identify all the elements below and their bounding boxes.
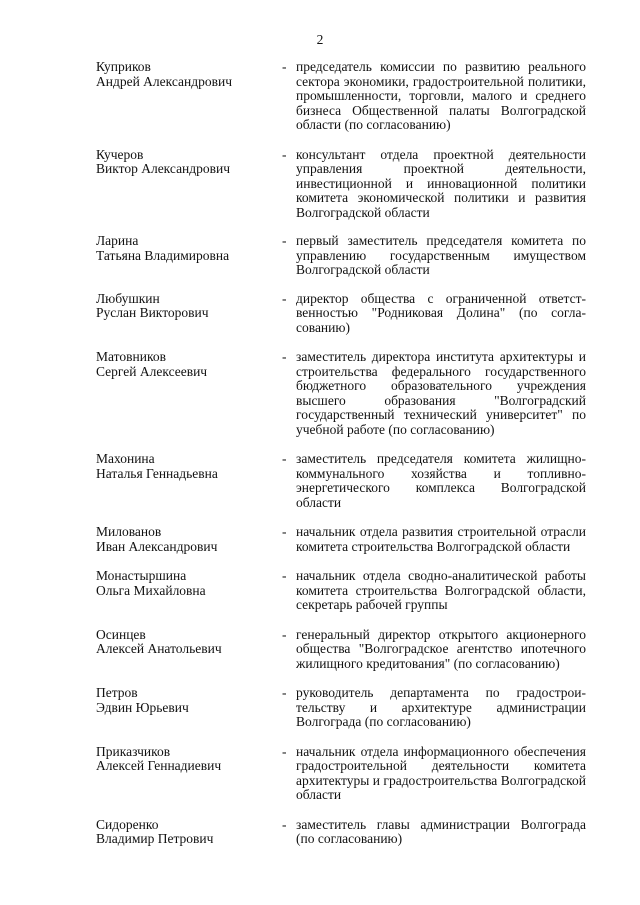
member-surname: Милованов	[96, 524, 162, 539]
member-role: заместитель главы администрации Волгограда (по согласованию)	[296, 816, 586, 846]
member-role: заместитель председателя комитета жилищно-коммунального хозяйства и топливно-энергетического комплекса Волгоградской области	[296, 451, 586, 510]
member-given-names: Руслан Викторович	[96, 305, 209, 320]
member-surname: Петров	[96, 685, 138, 700]
member-surname: Любушкин	[96, 290, 160, 306]
member-name	[96, 60, 282, 89]
page-number: 2	[316, 32, 324, 47]
member-role: директор общества с ограниченной ответственностью "Родниковая Долина" (по согласованию)	[296, 290, 586, 335]
member-surname: Куприков	[96, 59, 151, 74]
member-surname: Монастыршина	[96, 568, 187, 583]
separator-dash: -	[282, 233, 287, 248]
member-given-names: Сергей Алексеевич	[96, 363, 208, 379]
member-name	[96, 628, 282, 657]
member-entry	[96, 350, 586, 437]
member-role: руководитель департамента по градостроительству и архитектуре администрации Волгограда (по согласованию)	[296, 685, 586, 729]
separator-dash: -	[282, 290, 287, 306]
member-entry	[96, 628, 586, 672]
member-given-names: Владимир Петрович	[96, 831, 214, 846]
member-name	[96, 292, 282, 321]
member-name	[96, 745, 282, 774]
separator-dash: -	[282, 524, 287, 539]
member-role: консультант отдела проектной деятельности управления проектной деятельности, инвестиционной и инновационной политики комитета экономической политики и развития Волгоградской области	[296, 146, 586, 220]
member-role: председатель комиссии по развитию реального сектора экономики, градостроительной политики, промышленности, торговли, малого и среднего бизнеса Общественной палаты Волгоградской области (по согласованию)	[296, 59, 586, 132]
member-entry	[96, 292, 586, 336]
member-surname: Махонина	[96, 451, 155, 466]
member-name	[96, 569, 282, 598]
member-given-names: Алексей Геннадиевич	[96, 758, 222, 773]
separator-dash: -	[282, 816, 287, 832]
member-role: заместитель директора института архитектуры и строительства федерального государственного бюджетного образовательного учреждения высшего образования "Волгоградский государственный технический университет" по учебной работе (по согласованию)	[296, 349, 586, 437]
separator-dash: -	[282, 568, 287, 583]
member-given-names: Иван Александрович	[96, 538, 218, 554]
member-given-names: Андрей Александрович	[96, 73, 233, 89]
member-surname: Ларина	[96, 233, 139, 248]
member-surname: Сидоренко	[96, 816, 159, 832]
member-given-names: Алексей Анатольевич	[96, 641, 222, 656]
member-entry	[96, 452, 586, 510]
member-name	[96, 350, 282, 379]
member-name	[96, 234, 282, 263]
member-surname: Матовников	[96, 349, 166, 364]
member-name	[96, 452, 282, 481]
member-name	[96, 686, 282, 715]
member-entry	[96, 569, 586, 613]
separator-dash: -	[282, 626, 287, 642]
separator-dash: -	[282, 451, 287, 466]
member-role: начальник отдела сводно-аналитической работы комитета строительства Волгоградской области, секретарь рабочей группы	[296, 568, 586, 612]
member-given-names: Ольга Михайловна	[96, 582, 206, 598]
member-role: начальник отдела информационного обеспечения градостроительной деятельности комитета архитектуры и градостроительства Волгоградской области	[296, 743, 586, 802]
member-entry	[96, 818, 586, 847]
separator-dash: -	[282, 349, 287, 364]
member-entry	[96, 686, 586, 730]
member-given-names: Татьяна Владимировна	[96, 247, 230, 263]
member-entry	[96, 234, 586, 278]
separator-dash: -	[282, 146, 287, 162]
member-surname: Кучеров	[96, 146, 144, 162]
member-role: начальник отдела развития строительной отрасли комитета строительства Волгоградской области	[296, 524, 586, 554]
member-entry	[96, 745, 586, 803]
member-name	[96, 525, 282, 554]
member-given-names: Виктор Александрович	[96, 161, 231, 176]
member-surname: Осинцев	[96, 626, 146, 642]
member-entry	[96, 525, 586, 554]
member-name	[96, 148, 282, 177]
member-list	[96, 60, 586, 847]
separator-dash: -	[282, 59, 287, 74]
member-entry	[96, 148, 586, 221]
separator-dash: -	[282, 685, 287, 700]
member-entry	[96, 60, 586, 133]
member-given-names: Наталья Геннадьевна	[96, 465, 218, 481]
member-role: первый заместитель председателя комитета по управлению государственным имуществом Волгоградской области	[296, 233, 586, 277]
separator-dash: -	[282, 743, 287, 759]
member-name	[96, 818, 282, 847]
member-role: генеральный директор открытого акционерного общества "Волгоградское агентство ипотечного жилищного кредитования" (по согласованию)	[296, 626, 586, 671]
member-given-names: Эдвин Юрьевич	[96, 699, 189, 715]
member-surname: Приказчиков	[96, 743, 171, 759]
